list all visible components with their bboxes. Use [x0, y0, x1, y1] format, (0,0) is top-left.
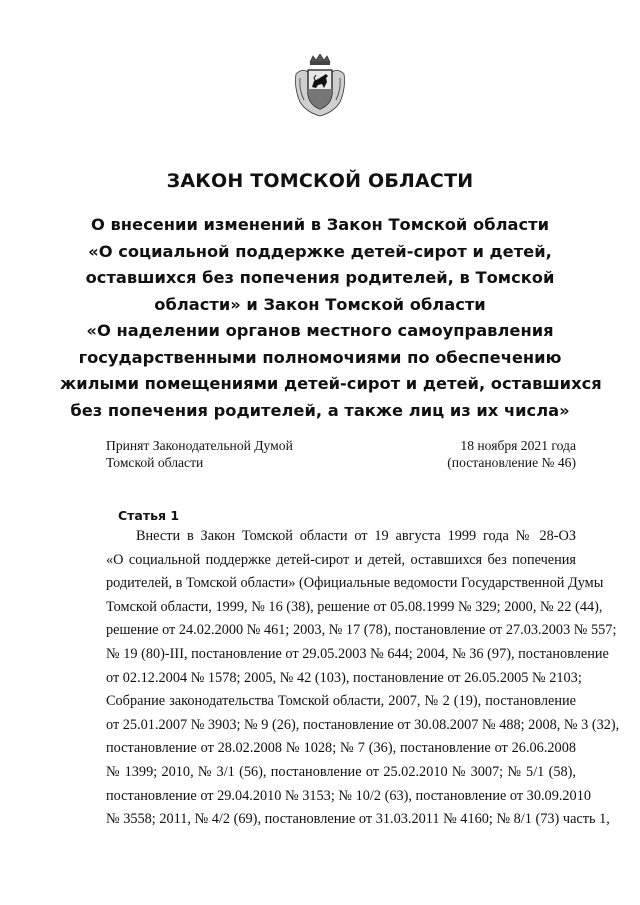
article-line: постановление от 29.04.2010 № 3153; № 10/2 (63), постановление от 30.09.2010: [106, 787, 592, 804]
subtitle-line: «О социальной поддержке детей-сирот и детей,: [88, 241, 552, 261]
adopted-by-line: Томской области: [106, 455, 204, 470]
law-title: ЗАКОН ТОМСКОЙ ОБЛАСТИ: [166, 170, 474, 192]
article-body: [106, 525, 620, 832]
article-line: «О социальной поддержке детей-сирот и детей, оставшихся без попечения: [106, 551, 576, 568]
subtitle-line: области» и Закон Томской области: [154, 294, 486, 314]
article-line: от 25.01.2007 № 3903; № 9 (26), постановление от 30.08.2007 № 488; 2008, № 3 (32),: [106, 716, 620, 733]
resolution-number: (постановление № 46): [447, 455, 576, 470]
subtitle-line: «О наделении органов местного самоуправления: [86, 321, 554, 340]
article-line: родителей, в Томской области» (Официальные ведомости Государственной Думы: [106, 575, 604, 592]
law-subtitle: [60, 212, 602, 424]
article-line: Собрание законодательства Томской области, 2007, № 2 (19), постановление: [106, 693, 576, 710]
article-line: Внести в Закон Томской области от 19 августа 1999 года № 28-ОЗ: [136, 528, 576, 544]
article-line: № 1399; 2010, № 3/1 (56), постановление от 25.02.2010 № 3007; № 5/1 (58),: [106, 763, 576, 780]
subtitle-line: О внесении изменений в Закон Томской области: [91, 215, 549, 234]
article-line: № 19 (80)-III, постановление от 29.05.2003 № 644; 2004, № 36 (97), постановление: [106, 645, 609, 662]
adoption-date: 18 ноября 2021 года: [460, 438, 576, 453]
subtitle-line: жилыми помещениями детей-сирот и детей, оставшихся: [60, 374, 602, 393]
adopted-by-block: [106, 437, 293, 471]
subtitle-line: без попечения родителей, а также лиц из их числа»: [70, 400, 570, 420]
subtitle-line: оставшихся без попечения родителей, в Томской: [85, 268, 555, 287]
article-line: от 02.12.2004 № 1578; 2005, № 42 (103), постановление от 26.05.2005 № 2103;: [106, 669, 582, 686]
article-line: решение от 24.02.2000 № 461; 2003, № 17 (78), постановление от 27.03.2003 № 557;: [106, 622, 617, 639]
subtitle-line: государственными полномочиями по обеспечению: [78, 347, 562, 367]
article-heading: Статья 1: [118, 508, 180, 523]
adopted-by-line: Принят Законодательной Думой: [106, 438, 293, 453]
article-line: № 3558; 2011, № 4/2 (69), постановление от 31.03.2011 № 4160; № 8/1 (73) часть 1,: [106, 811, 610, 828]
coat-of-arms-icon: [292, 54, 348, 118]
article-line: Томской области, 1999, № 16 (38), решение от 05.08.1999 № 329; 2000, № 22 (44),: [106, 598, 603, 615]
article-line: постановление от 28.02.2008 № 1028; № 7 (36), постановление от 26.06.2008: [106, 740, 576, 757]
adoption-date-block: [447, 437, 576, 471]
